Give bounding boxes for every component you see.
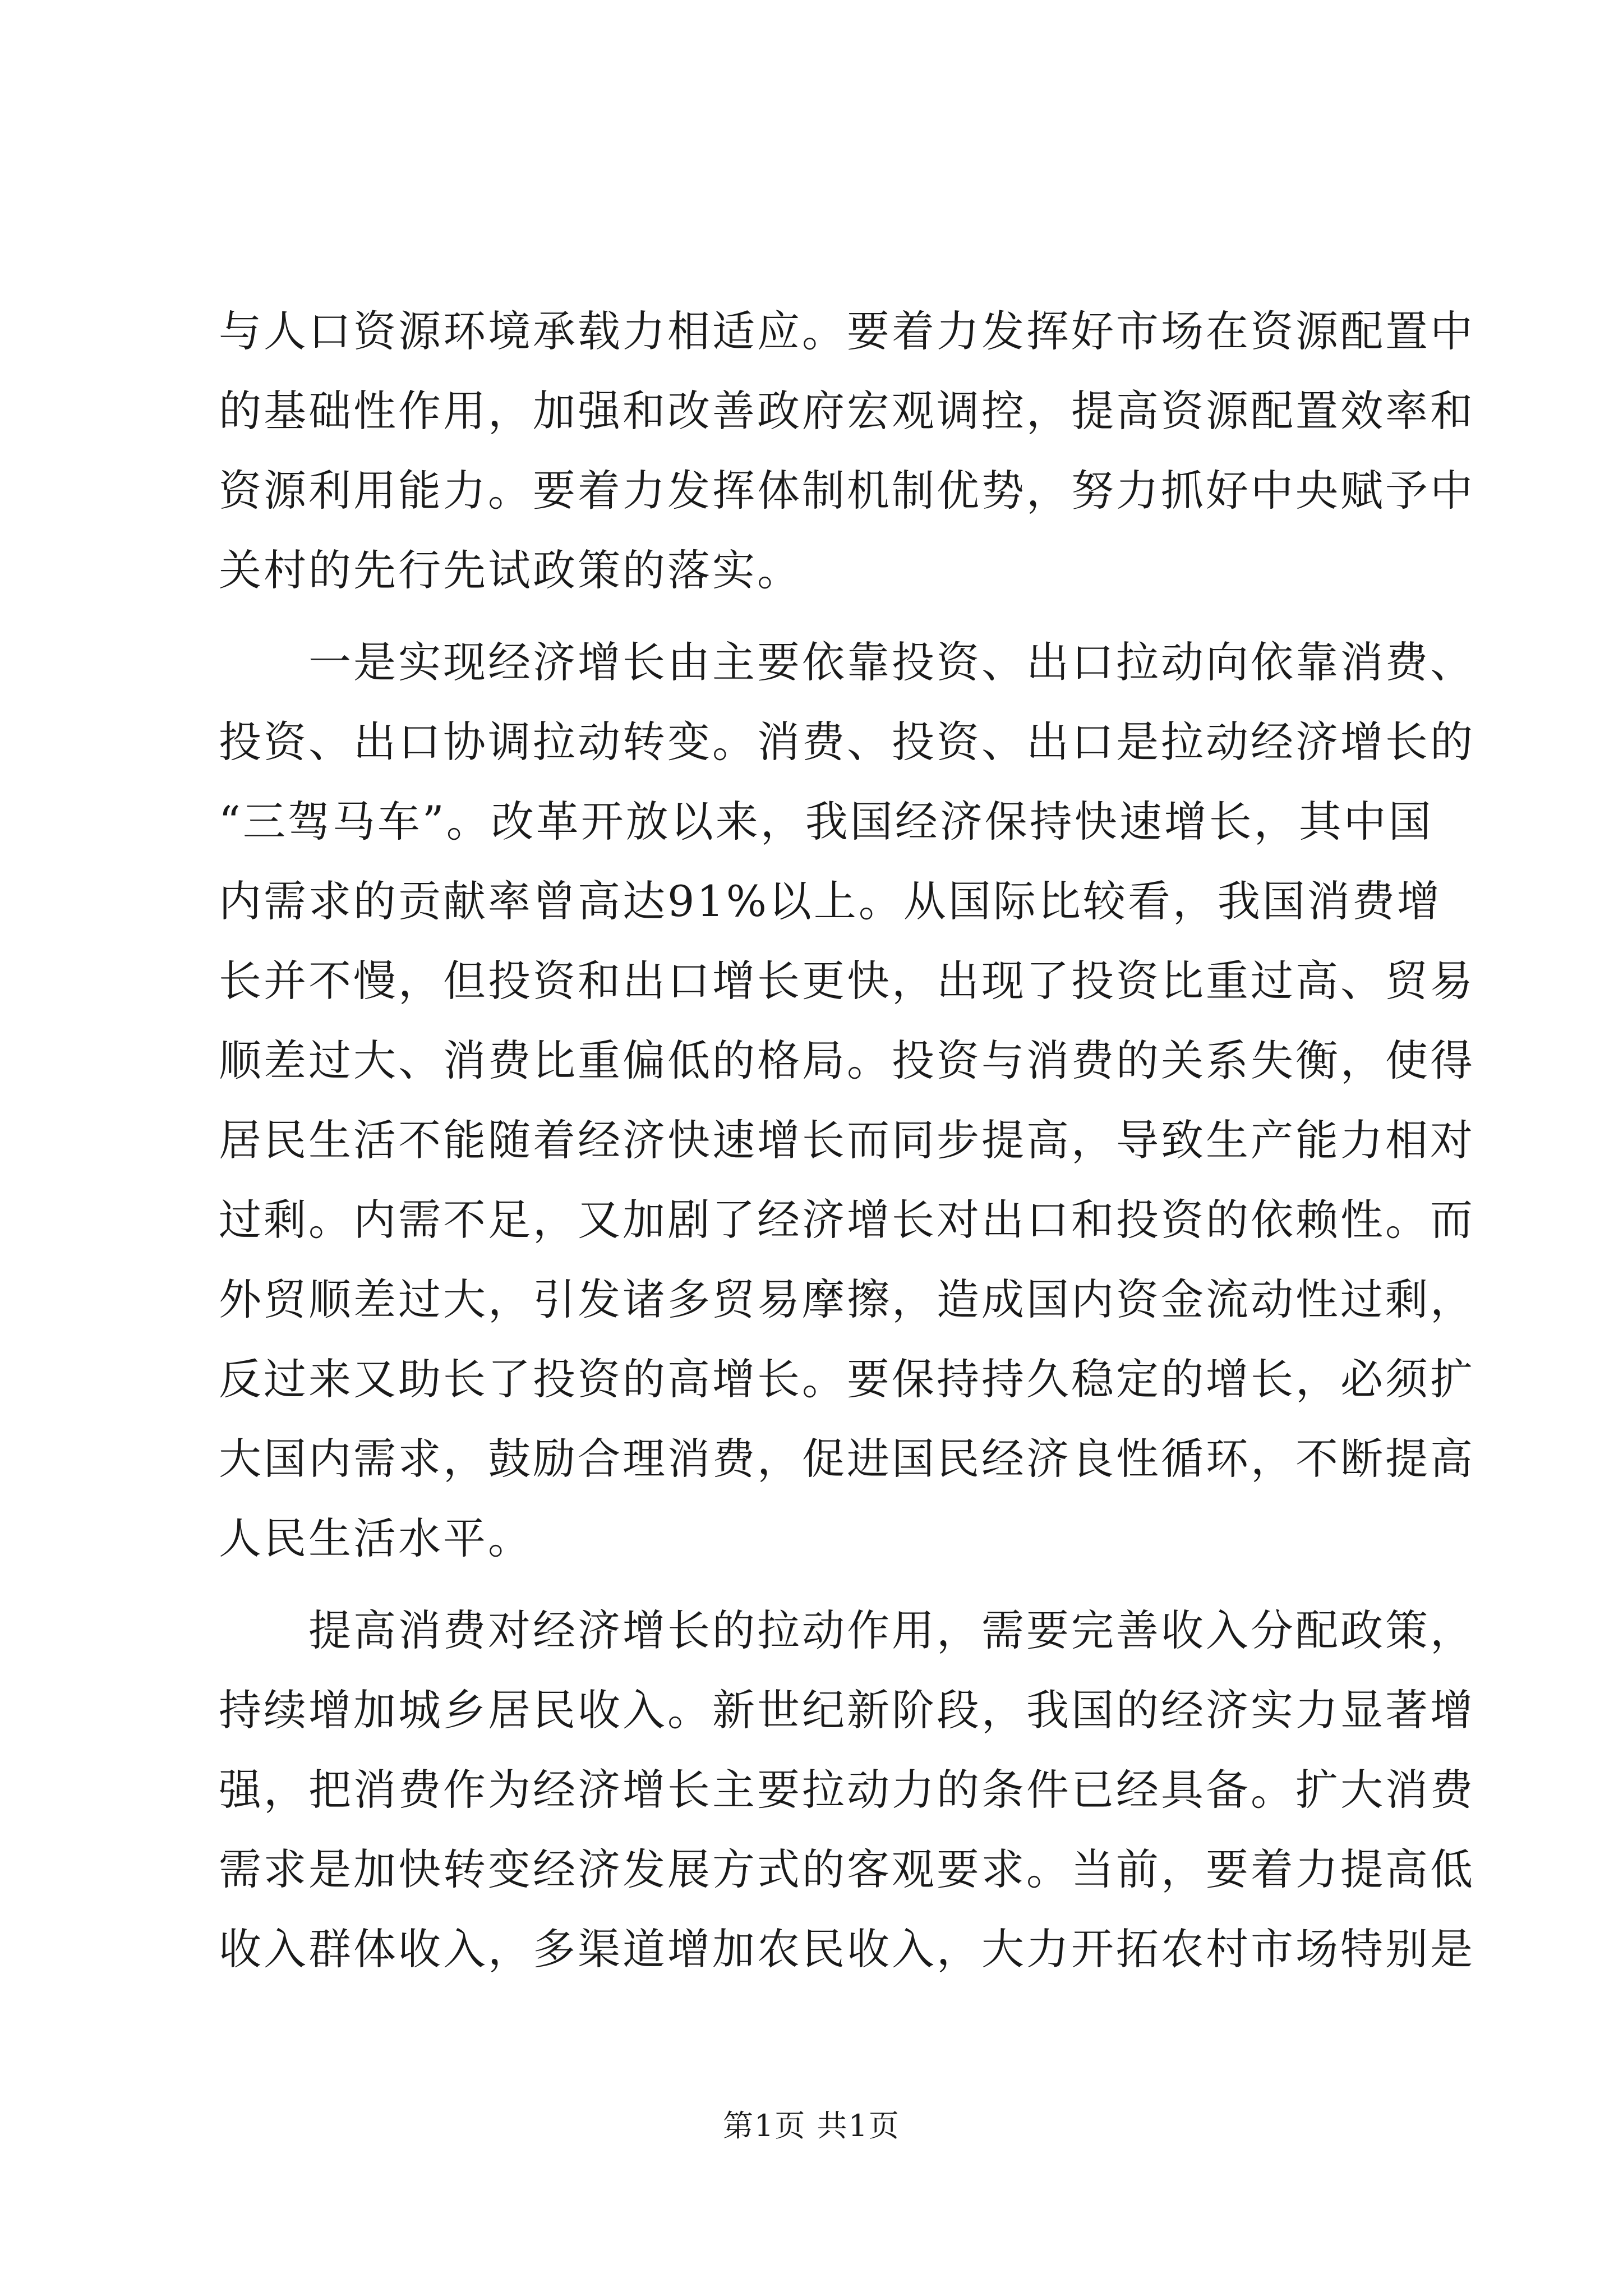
paragraph — [219, 292, 1475, 610]
text-line: 顺差过大、消费比重偏低的格局。投资与消费的关系失衡，使得 — [219, 1036, 1475, 1085]
text-line: 过剩。内需不足，又加剧了经济增长对出口和投资的依赖性。而 — [219, 1195, 1475, 1245]
text-line: “三驾马车”。改革开放以来，我国经济保持快速增长，其中国 — [219, 797, 1433, 846]
text-line: 强，把消费作为经济增长主要拉动力的条件已经具备。扩大消费 — [219, 1765, 1475, 1815]
paragraph — [219, 1591, 1475, 1989]
text-line: 大国内需求，鼓励合理消费，促进国民经济良性循环，不断提高 — [219, 1434, 1475, 1484]
text-line: 人民生活水平。 — [219, 1513, 533, 1563]
text-line: 一是实现经济增长由主要依靠投资、出口拉动向依靠消费、 — [308, 637, 1475, 687]
text-line: 投资、出口协调拉动转变。消费、投资、出口是拉动经济增长的 — [219, 717, 1475, 767]
text-line: 内需求的贡献率曾高达91%以上。从国际比较看，我国消费增 — [219, 876, 1442, 926]
page-footer: 第1页 共1页 — [723, 2108, 900, 2143]
text-line: 关村的先行先试政策的落实。 — [219, 545, 802, 595]
text-line: 长并不慢，但投资和出口增长更快，出现了投资比重过高、贸易 — [219, 956, 1475, 1006]
text-line: 需求是加快转变经济发展方式的客观要求。当前，要着力提高低 — [219, 1844, 1475, 1894]
text-line: 持续增加城乡居民收入。新世纪新阶段，我国的经济实力显著增 — [219, 1685, 1475, 1735]
document-body — [219, 292, 1475, 1989]
text-line: 反过来又助长了投资的高增长。要保持持久稳定的增长，必须扩 — [219, 1354, 1475, 1404]
text-line: 居民生活不能随着经济快速增长而同步提高，导致生产能力相对 — [219, 1115, 1475, 1165]
text-line: 资源利用能力。要着力发挥体制机制优势，努力抓好中央赋予中 — [219, 466, 1475, 516]
text-line: 与人口资源环境承载力相适应。要着力发挥好市场在资源配置中 — [219, 306, 1475, 356]
text-line: 外贸顺差过大，引发诸多贸易摩擦，造成国内资金流动性过剩， — [219, 1274, 1475, 1324]
paragraph — [219, 623, 1475, 1579]
text-line: 的基础性作用，加强和改善政府宏观调控，提高资源配置效率和 — [219, 386, 1475, 436]
text-line: 收入群体收入，多渠道增加农民收入，大力开拓农村市场特别是 — [219, 1924, 1475, 1974]
text-line: 提高消费对经济增长的拉动作用，需要完善收入分配政策， — [308, 1605, 1475, 1655]
